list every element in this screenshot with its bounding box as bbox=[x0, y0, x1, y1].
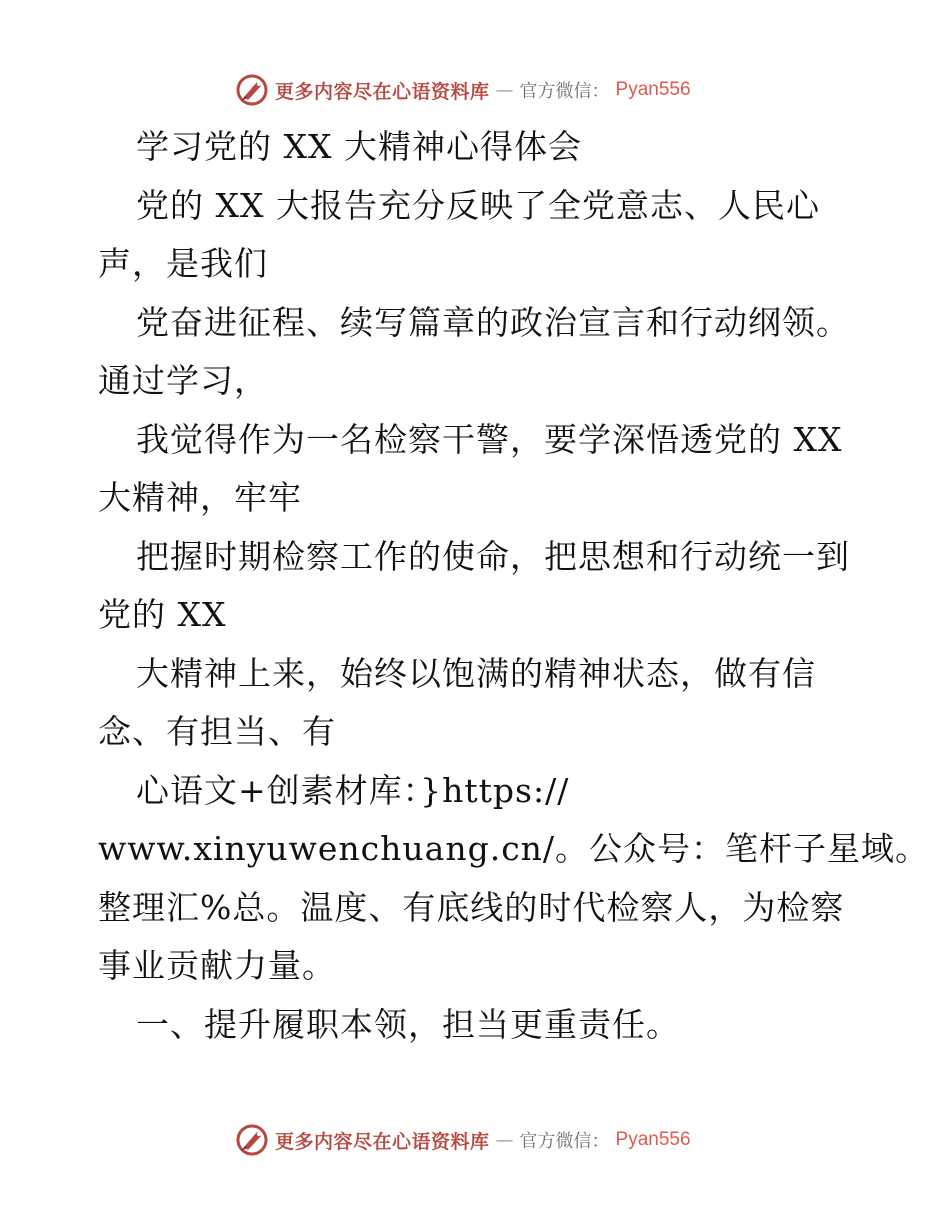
paragraph-line: www.xinyuwenchuang.cn/。公众号：笔杆子星域。 bbox=[98, 829, 930, 868]
paragraph-line: 心语文+创素材库：}https:// bbox=[136, 770, 570, 810]
footer-banner-title: 更多内容尽在心语资料库 bbox=[275, 1130, 490, 1153]
footer-banner-dash: — bbox=[495, 1129, 514, 1151]
footer-banner bbox=[235, 1120, 715, 1160]
paragraph-line: 党的 XX bbox=[98, 595, 227, 634]
paragraph-line: 大精神上来，始终以饱满的精神状态，做有信 bbox=[136, 653, 816, 693]
paragraph-line: 念、有担当、有 bbox=[98, 712, 336, 751]
header-banner-wechat-id: Pyan556 bbox=[615, 79, 691, 100]
header-banner-label: 官方微信： bbox=[519, 81, 610, 102]
paragraph-line: 声，是我们 bbox=[98, 244, 268, 283]
header-banner-dash: — bbox=[495, 79, 514, 101]
paragraph-line: 我觉得作为一名检察干警，要学深悟透党的 XX bbox=[136, 419, 843, 459]
brand-logo-icon bbox=[235, 73, 269, 107]
paragraph-line: 通过学习， bbox=[98, 361, 268, 400]
document-title: 学习党的 XX 大精神心得体会 bbox=[136, 127, 582, 166]
footer-banner-wechat-id: Pyan556 bbox=[615, 1129, 691, 1150]
paragraph-line: 把握时期检察工作的使命，把思想和行动统一到 bbox=[136, 536, 850, 576]
paragraph-line: 整理汇%总。温度、有底线的时代检察人，为检察 bbox=[98, 887, 845, 927]
paragraph-line: 大精神，牢牢 bbox=[98, 478, 302, 517]
brand-logo-icon bbox=[235, 1123, 269, 1157]
document-body bbox=[98, 118, 930, 1054]
paragraph-line: 事业贡献力量。 bbox=[98, 946, 336, 985]
paragraph-line: 党的 XX 大报告充分反映了全党意志、人民心 bbox=[136, 185, 820, 225]
section-heading: 一、提升履职本领，担当更重责任。 bbox=[136, 1004, 680, 1044]
footer-banner-label: 官方微信： bbox=[519, 1131, 610, 1152]
header-banner bbox=[235, 70, 715, 110]
paragraph-line: 党奋进征程、续写篇章的政治宣言和行动纲领。 bbox=[136, 302, 850, 342]
header-banner-title: 更多内容尽在心语资料库 bbox=[275, 80, 490, 103]
